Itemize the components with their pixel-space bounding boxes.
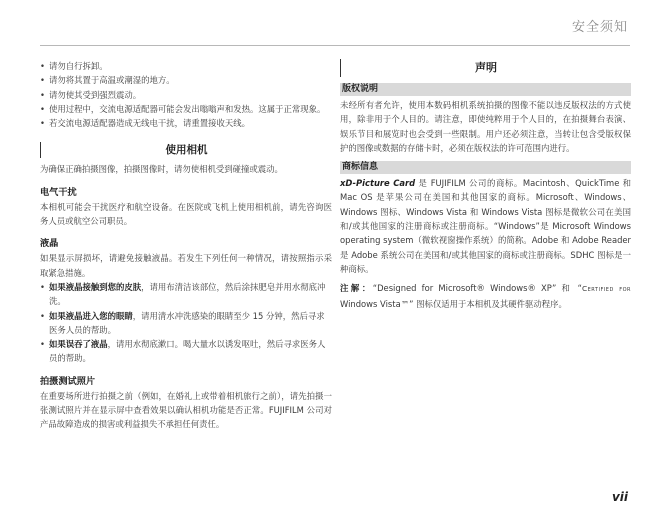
trademark-heading: 商标信息 xyxy=(340,161,631,174)
list-item-text: ，请用清水冲洗感染的眼睛至少 15 分钟，然后寻求医务人员的帮助。 xyxy=(49,310,325,335)
list-item xyxy=(40,309,332,338)
copyright-heading: 版权说明 xyxy=(340,83,631,96)
list-item xyxy=(40,280,332,309)
left-column xyxy=(40,59,332,432)
notices-title: 声明 xyxy=(340,59,631,77)
list-item: • 若交流电源适配器造成无线电干扰，请重置接收天线。 xyxy=(40,116,332,130)
adapter-bullet-list xyxy=(40,59,332,130)
right-column xyxy=(340,59,631,311)
list-item-text: ，请用水彻底漱口。喝大量水以诱发呕吐，然后寻求医务人员的帮助。 xyxy=(49,339,326,364)
interference-text: 本相机可能会干扰医疗和航空设备。在医院或飞机上使用相机前，请先咨询医务人员或航空公司职员。 xyxy=(40,201,332,227)
using-camera-section xyxy=(40,142,332,158)
trademark-text xyxy=(340,176,631,276)
subheading: 液晶 xyxy=(40,238,59,250)
emphasis-text: 如果液晶接触到您的皮肤 xyxy=(49,281,142,292)
subheading: 电气干扰 xyxy=(40,186,77,198)
list-item: • 使用过程中，交流电源适配器可能会发出嗡嗡声和发热。这属于正常现象。 xyxy=(40,102,332,116)
note-text-1: “Designed for Microsoft® Windows® XP” 和 “ xyxy=(372,283,582,294)
section-heading: 使用相机 xyxy=(40,142,332,158)
note-label: 注解： xyxy=(340,283,373,294)
copyright-text: 未经所有者允许，使用本数码相机系统拍摄的图像不能以违反版权法的方式使用，除非用于个人目的。请注意，即使纯粹用于个人目的，在拍摄舞台表演、娱乐节目和展览时也会受到一些限制。用户还必须注意，当转让包含受版权保护的图像或数据的存储卡时，必须在版权法的许可范围内进行。 xyxy=(340,100,631,153)
using-camera-intro: 为确保正确拍摄图像，拍摄图像时，请勿使相机受到碰撞或震动。 xyxy=(40,164,283,175)
list-item-text: ，请用布清洁该部位，然后涂抹肥皂并用水彻底冲洗。 xyxy=(49,281,326,307)
list-item: • 请勿使其受到强烈震动。 xyxy=(40,88,332,102)
header-rule xyxy=(40,45,630,46)
header-title: 安全须知 xyxy=(571,20,628,35)
list-item: • 请勿自行拆卸。 xyxy=(40,59,332,73)
page-number: vii xyxy=(611,490,628,504)
subheading: 拍摄测试照片 xyxy=(40,375,96,387)
list-item xyxy=(40,337,332,366)
note-text-2: Windows Vista™” 图标仅适用于本相机及其硬件驱动程序。 xyxy=(340,298,567,309)
emphasis-text: 如果液晶进入您的眼睛 xyxy=(49,310,133,321)
trademark-body: 是 FUJIFILM 公司的商标。Macintosh、QuickTime 和 Mac OS 是苹果公司在美国和其他国家的商标。Microsoft、Windows、Windows 图标、Windows Vista 和 Windows Vista 图标是微软公司在美国和/或其他国家的注册商标或注册商标。“Windows”是 Microsoft Windows operating system（微软视窗操作系统）的简称。Adobe 和 Adobe Reader 是 Adobe 系统公司在美国和/或其他国家的商标或注册商标。SDHC 图标是一种商标。 xyxy=(340,178,631,274)
note-paragraph xyxy=(340,281,631,311)
list-item: • 请勿将其置于高温或潮湿的地方。 xyxy=(40,73,332,87)
xd-brand: xD-Picture Card xyxy=(340,178,416,189)
test-shots-text: 在重要场所进行拍摄之前（例如，在婚礼上或带着相机旅行之前），请先拍摄一张测试照片并在显示屏中查看效果以确认相机功能是否正常。FUJIFILM 公司对产品故障造成的损害或利益损失不承担任何责任。 xyxy=(40,390,332,430)
lcd-bullet-list xyxy=(40,280,332,366)
lcd-text: 如果显示屏损坏，请避免接触液晶。若发生下列任何一种情况，请按照指示采取紧急措施。 xyxy=(40,253,332,278)
emphasis-text: 如果误吞了液晶 xyxy=(49,339,108,350)
note-caps: Certified for xyxy=(581,284,631,294)
